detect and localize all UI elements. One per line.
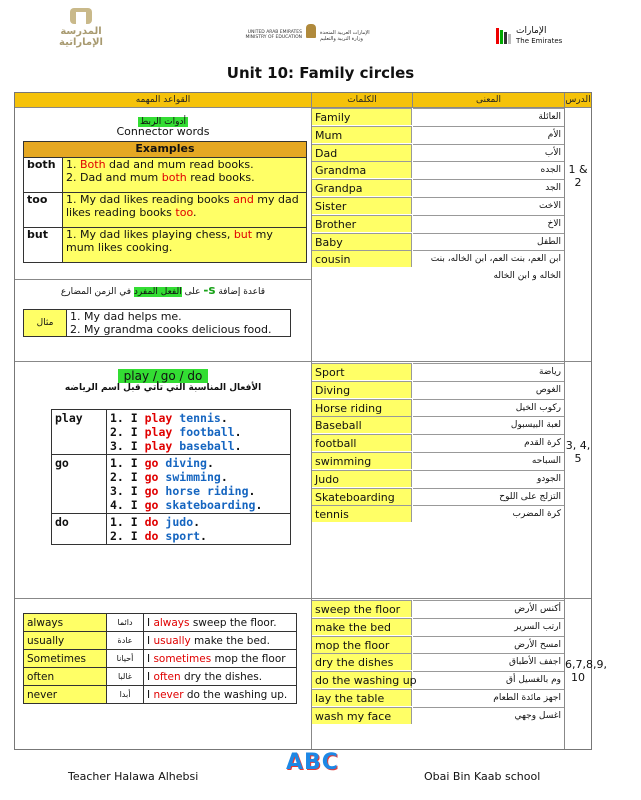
word-ar: امسح الأرض <box>413 636 564 653</box>
frequency-post: sweep the floor. <box>189 616 277 629</box>
word-en: lay the table <box>312 689 412 706</box>
sport-word: swimming <box>165 470 221 484</box>
verb-go: go <box>52 455 107 514</box>
frequency-adverb: always <box>153 616 190 629</box>
separator <box>15 361 591 362</box>
word-ar: اغسل وجهي <box>413 707 564 724</box>
word-ar: الطفل <box>413 233 564 250</box>
sports-verbs-header-wrap <box>15 365 311 384</box>
highlight-word: both <box>161 171 187 184</box>
verb-example: 4. I go skateboarding. <box>110 498 263 512</box>
sport-word: sport <box>165 529 201 543</box>
word-en: sweep the floor <box>312 600 412 617</box>
frequency-adverb: sometimes <box>153 652 212 665</box>
sport-word: judo <box>165 515 194 529</box>
verbs-table <box>51 409 291 545</box>
word-en: Baseball <box>312 416 412 433</box>
verb-go-items <box>107 455 291 514</box>
verb-word: do <box>144 529 159 543</box>
frequency-pre: I <box>147 634 154 647</box>
word-en: do the washing up <box>312 671 412 688</box>
word-ar: الجده <box>413 161 564 178</box>
sports-verbs-subtitle: الأفعال المناسبة التي تأتي قبل اسم الرياضه <box>64 383 262 393</box>
frequency-adverb: never <box>153 688 184 701</box>
frequency-adverb: usually <box>153 634 191 647</box>
word-ar: الجد <box>413 179 564 196</box>
example-lines-but <box>63 228 307 263</box>
word-en: mop the floor <box>312 636 412 653</box>
frequency-adverb: often <box>153 670 181 683</box>
word-en: make the bed <box>312 618 412 635</box>
abc-logo-text: ABC <box>286 750 339 775</box>
verb-word: play <box>144 439 173 453</box>
content-table <box>14 92 607 750</box>
frequency-row <box>24 650 297 668</box>
word-en: wash my face <box>312 707 412 724</box>
word-en: Dad <box>312 144 412 161</box>
frequency-example <box>144 650 297 668</box>
highlight-word: too <box>175 206 193 219</box>
rule-ar-post: في الزمن المضارع <box>60 287 132 297</box>
abc-logo <box>286 750 339 775</box>
verb-example: 1. I do judo. <box>110 515 201 529</box>
word-ar: العائلة <box>413 108 564 125</box>
sport-word: diving <box>165 456 207 470</box>
example-label: مثال <box>24 310 67 337</box>
rule-example: 1. My dad helps me. <box>70 310 182 323</box>
sports-verbs-header: play / go / do <box>118 369 209 383</box>
word-ar: ركوب الخيل <box>413 399 564 416</box>
examples-table <box>23 141 307 263</box>
verb-word: go <box>144 498 159 512</box>
example-line: 1. My dad likes playing chess, but my mum likes cooking. <box>66 228 273 254</box>
rule-examples <box>67 310 291 337</box>
verb-example: 3. I go horse riding. <box>110 484 256 498</box>
verb-word: do <box>144 515 159 529</box>
example-line: 2. Dad and mum both read books. <box>66 171 255 184</box>
word-en: football <box>312 434 412 451</box>
rule-ar-hl: الفعل المفرد <box>133 287 182 297</box>
emirates-logo <box>496 26 576 48</box>
frequency-post: make the bed. <box>190 634 270 647</box>
word-en: Brother <box>312 215 412 232</box>
frequency-en: often <box>24 668 107 686</box>
frequency-pre: I <box>147 652 154 665</box>
word-ar: اجهز مائدة الطعام <box>413 689 564 706</box>
verb-example: 2. I do sport. <box>110 529 207 543</box>
verb-play: play <box>52 410 107 455</box>
frequency-en: Sometimes <box>24 650 107 668</box>
rule-s: s- <box>203 283 216 297</box>
example-lines-both <box>63 158 307 193</box>
example-word-but: but <box>24 228 63 263</box>
example-word-too: too <box>24 193 63 228</box>
word-ar: كرة القدم <box>413 434 564 451</box>
verb-word: go <box>144 484 159 498</box>
frequency-post: dry the dishes. <box>180 670 263 683</box>
word-ar: السباحه <box>413 452 564 469</box>
separator <box>15 598 591 599</box>
header-words: الكلمات <box>312 93 413 107</box>
word-ar: أكنس الأرض <box>413 600 564 617</box>
frequency-example <box>144 686 297 704</box>
sport-word: baseball <box>179 439 235 453</box>
word-ar: لعبة البيسبول <box>413 416 564 433</box>
word-en: Grandpa <box>312 179 412 196</box>
lesson-number: 3, 4, 5 <box>565 439 591 465</box>
ministry-emblem-icon <box>306 24 316 38</box>
word-en: Mum <box>312 126 412 143</box>
rule-example-table <box>23 309 291 337</box>
frequency-post: mop the floor <box>211 652 286 665</box>
header-meaning: المعنى <box>413 93 565 107</box>
frequency-row <box>24 614 297 632</box>
emirates-flag-icon <box>496 28 512 44</box>
word-en: cousin <box>312 250 412 267</box>
frequency-table <box>23 613 297 704</box>
frequency-example <box>144 668 297 686</box>
verb-example: 1. I go diving. <box>110 456 214 470</box>
footer-teacher: Teacher Halawa Alhebsi <box>68 770 199 783</box>
frequency-row <box>24 686 297 704</box>
word-ar: اجفف الأطباق <box>413 653 564 670</box>
highlight-word: but <box>233 228 253 241</box>
page-title: Unit 10: Family circles <box>226 64 415 82</box>
verb-example: 1. I play tennis. <box>110 411 228 425</box>
connector-ar-label: أدوات الربط <box>140 117 186 127</box>
frequency-ar: أبدا <box>107 686 144 704</box>
frequency-ar: غالبا <box>107 668 144 686</box>
school-logo-text: المدرسة الإماراتية <box>59 26 103 48</box>
verb-example: 3. I play baseball. <box>110 439 242 453</box>
lesson-number: 6,7,8,9, 10 <box>565 658 607 684</box>
frequency-pre: I <box>147 616 154 629</box>
word-en: Judo <box>312 470 412 487</box>
example-line: 1. My dad likes reading books and my dad likes reading books too. <box>66 193 299 219</box>
frequency-en: always <box>24 614 107 632</box>
verb-do-items <box>107 514 291 545</box>
verb-word: go <box>144 470 159 484</box>
rule-ar-pre: قاعدة إضافة <box>218 287 266 297</box>
sport-word: tennis <box>179 411 221 425</box>
frequency-en: never <box>24 686 107 704</box>
word-ar: وم بالغسيل أق <box>413 671 564 688</box>
word-ar: كرة المضرب <box>413 505 564 522</box>
frequency-row <box>24 668 297 686</box>
header-lesson: الدرس <box>565 95 591 105</box>
word-ar: الاخ <box>413 215 564 232</box>
verb-do: do <box>52 514 107 545</box>
word-ar: ابن العم، بنت العم، ابن الخاله، بنت الخاله و ابن الخاله <box>413 250 564 267</box>
emirates-ar: الإمارات <box>516 26 547 36</box>
word-ar: ارتب السرير <box>413 618 564 635</box>
verb-example: 2. I go swimming. <box>110 470 228 484</box>
separator <box>564 93 565 749</box>
word-en: Family <box>312 108 412 125</box>
word-ar: رياضة <box>413 363 564 380</box>
emirates-en: The Emirates <box>516 37 563 45</box>
rule-ar-mid: على <box>184 287 201 297</box>
separator <box>15 279 311 280</box>
word-en: Diving <box>312 381 412 398</box>
word-en: swimming <box>312 452 412 469</box>
footer-school: Obai Bin Kaab school <box>424 770 541 783</box>
word-ar: الغوص <box>413 381 564 398</box>
word-en: Grandma <box>312 161 412 178</box>
word-ar: الاخت <box>413 197 564 214</box>
frequency-pre: I <box>147 688 154 701</box>
connector-title: Connector words <box>116 125 210 138</box>
highlight-word: and <box>233 193 254 206</box>
word-ar: الجودو <box>413 470 564 487</box>
word-en: Horse riding <box>312 399 412 416</box>
frequency-ar: أحيانا <box>107 650 144 668</box>
verb-play-items <box>107 410 291 455</box>
verb-word: go <box>144 456 159 470</box>
lesson-number: 1 & 2 <box>568 163 588 189</box>
word-en: Skateboarding <box>312 488 412 505</box>
page-header <box>0 0 641 60</box>
highlight-word: Both <box>80 158 106 171</box>
ministry-en: UNITED ARAB EMIRATES MINISTRY OF EDUCATION <box>245 30 302 40</box>
sport-word: football <box>179 425 235 439</box>
sport-word: skateboarding <box>165 498 256 512</box>
word-ar: الأم <box>413 126 564 143</box>
sport-word: horse riding <box>165 484 249 498</box>
header-grammar: القواعد المهمه <box>15 93 312 107</box>
verb-word: play <box>144 411 173 425</box>
word-ar: الأب <box>413 144 564 161</box>
example-line: 1. Both dad and mum read books. <box>66 158 254 171</box>
rule-example: 2. My grandma cooks delicious food. <box>70 323 272 336</box>
word-en: dry the dishes <box>312 653 412 670</box>
rule-line <box>15 283 311 297</box>
frequency-row <box>24 632 297 650</box>
verb-word: play <box>144 425 173 439</box>
word-en: Sister <box>312 197 412 214</box>
word-en: tennis <box>312 505 412 522</box>
example-word-both: both <box>24 158 63 193</box>
ministry-ar: الإمارات العربية المتحدة وزارة التربية والتعليم <box>320 30 370 42</box>
frequency-example <box>144 632 297 650</box>
frequency-en: usually <box>24 632 107 650</box>
frequency-pre: I <box>147 670 154 683</box>
examples-header: Examples <box>24 142 307 158</box>
example-lines-too <box>63 193 307 228</box>
school-logo <box>46 8 116 48</box>
frequency-ar: عادة <box>107 632 144 650</box>
verb-example: 2. I play football. <box>110 425 242 439</box>
frequency-post: do the washing up. <box>183 688 288 701</box>
word-ar: التزلج على اللوح <box>413 488 564 505</box>
word-en: Sport <box>312 363 412 380</box>
frequency-ar: دائما <box>107 614 144 632</box>
word-en: Baby <box>312 233 412 250</box>
frequency-example <box>144 614 297 632</box>
